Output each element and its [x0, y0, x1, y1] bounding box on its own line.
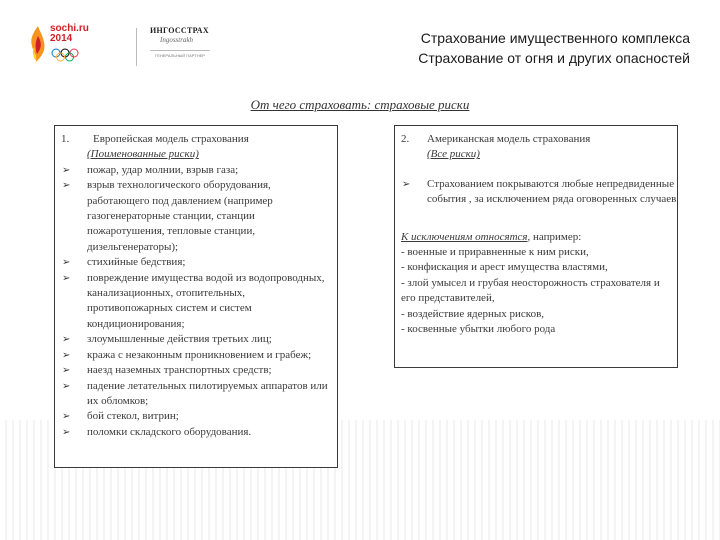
arrow-bullet-icon: ➢	[62, 180, 71, 192]
list-item-text: падение летательных пилотируемых аппаратов или их обломков;	[87, 379, 328, 407]
exclusion-item: - воздействие ядерных рисков,	[401, 307, 545, 320]
list-item	[55, 178, 331, 255]
exclusion-item: - косвенные убытки любого рода	[401, 323, 556, 336]
list-item	[55, 255, 331, 270]
all-risks-bullet	[395, 177, 677, 208]
list-item-text: бой стекол, витрин;	[87, 410, 179, 423]
list-item	[55, 163, 331, 178]
header-title	[418, 28, 690, 68]
arrow-bullet-icon: ➢	[62, 411, 71, 423]
olympic-rings-icon	[50, 48, 90, 62]
arrow-bullet-icon: ➢	[402, 178, 411, 190]
arrow-bullet-icon: ➢	[62, 380, 71, 392]
all-risks-text: Страхованием покрываются любые непредвиденные события , за исключением ряда оговоренных случаев	[427, 177, 677, 206]
exclusions-block	[395, 230, 677, 338]
list-item-text: поломки складского оборудования.	[87, 425, 252, 438]
list-item-text: злоумышленные действия третьих лиц;	[87, 333, 272, 346]
american-model-header	[395, 132, 677, 163]
section-heading: От чего страховать: страховые риски	[250, 97, 470, 112]
arrow-bullet-icon: ➢	[62, 349, 71, 361]
sochi-logo-text: sochi.ru	[50, 23, 89, 34]
european-model-header	[55, 132, 337, 163]
exclusion-item: - злой умысел и грубая неосторожность страхователя и его представителей,	[401, 276, 660, 305]
list-item-text: наезд наземных транспортных средств;	[87, 364, 272, 377]
american-model-number: 2.	[401, 133, 410, 145]
logo-divider	[136, 28, 137, 66]
list-item-text: взрыв технологического оборудования, работающего под давлением (например газогенераторные станции, станции пожаротушения, тепловые станции, дизельгенераторы);	[87, 179, 273, 253]
list-item	[55, 271, 331, 333]
arrow-bullet-icon: ➢	[62, 272, 71, 284]
list-item-text: кража с незаконным проникновением и грабеж;	[87, 348, 312, 361]
list-item	[55, 409, 331, 424]
exclusion-item: - военные и приравненные к ним риски,	[401, 246, 589, 259]
list-item-text: повреждение имущества водой из водопроводных, канализационных, отопительных, противопожарных систем и систем кондиционирования;	[87, 271, 325, 330]
list-item	[55, 379, 331, 410]
sochi-logo-year: 2014	[50, 33, 73, 44]
american-model-title: Американская модель страхования	[427, 133, 591, 145]
list-item	[55, 425, 331, 440]
european-model-box	[54, 125, 338, 468]
ingosstrakh-logo	[150, 26, 230, 70]
list-item	[55, 332, 331, 347]
ingos-script: Ingosstrakh	[160, 36, 194, 44]
exclusions-intro-line	[401, 230, 671, 245]
list-item	[55, 363, 331, 378]
ingos-rule	[150, 50, 210, 51]
torch-flame-icon	[28, 24, 48, 64]
sochi-2014-logo	[28, 20, 98, 70]
ingos-name: ИНГОССТРАХ	[150, 26, 209, 35]
logo-area	[28, 20, 228, 70]
european-model-title: Европейская модель страхования	[93, 133, 249, 145]
exclusion-item: - конфискация и арест имущества властями,	[401, 261, 608, 274]
header-title-line-1: Страхование имущественного комплекса	[420, 30, 690, 46]
list-item-text: пожар, удар молнии, взрыв газа;	[87, 163, 239, 176]
american-model-box	[394, 125, 678, 368]
exclusions-intro-suffix: , например:	[527, 230, 582, 243]
exclusions-intro: К исключениям относятся	[401, 230, 528, 243]
arrow-bullet-icon: ➢	[62, 164, 71, 176]
american-model-subtitle: (Все риски)	[427, 148, 480, 161]
arrow-bullet-icon: ➢	[62, 257, 71, 269]
list-item	[55, 348, 331, 363]
arrow-bullet-icon: ➢	[62, 426, 71, 438]
header-title-line-2: Страхование от огня и других опасностей	[418, 50, 690, 66]
list-item-text: стихийные бедствия;	[87, 256, 186, 269]
ingos-partner-caption: ГЕНЕРАЛЬНЫЙ ПАРТНЕР	[155, 53, 205, 58]
european-model-number: 1.	[61, 133, 70, 145]
arrow-bullet-icon: ➢	[62, 365, 71, 377]
arrow-bullet-icon: ➢	[62, 334, 71, 346]
named-risks-list	[55, 163, 337, 440]
european-model-subtitle: (Поименованные риски)	[87, 148, 199, 161]
